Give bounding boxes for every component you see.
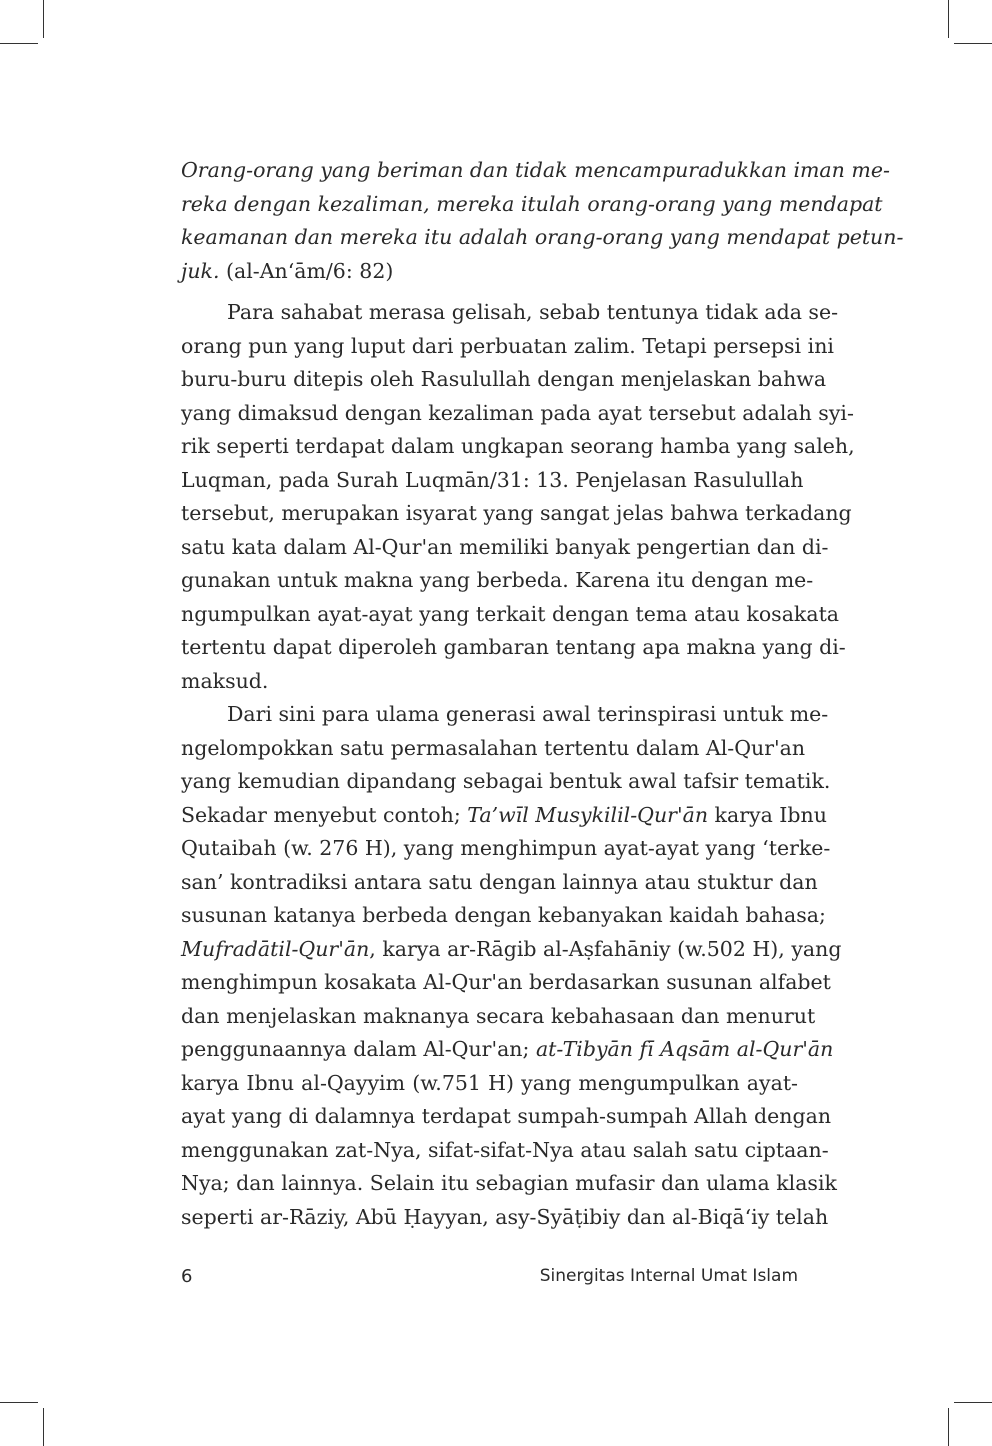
quote-line: keamanan dan mereka itu adalah orang-orang yang mendapat petun- xyxy=(181,225,904,249)
paragraph-line: tertentu dapat diperoleh gambaran tentang apa makna yang di- xyxy=(181,635,846,659)
paragraph-line: buru-buru ditepis oleh Rasulullah dengan menjelaskan bahwa xyxy=(181,367,827,391)
paragraph-line: ngumpulkan ayat-ayat yang terkait dengan tema atau kosakata xyxy=(181,601,840,626)
paragraph-line: dan menjelaskan maknanya secara kebahasaan dan menurut xyxy=(181,1003,816,1028)
paragraph-line: Nya; dan lainnya. Selain itu sebagian mufasir dan ulama klasik xyxy=(181,1171,837,1195)
paragraph-line: orang pun yang luput dari perbuatan zalim. Tetapi persepsi ini xyxy=(181,333,834,358)
paragraph-line: seperti ar-Rāziy, Abū Ḥayyan, asy-Syāṭibiy dan al-Biqā‘iy telah xyxy=(181,1204,829,1229)
crop-mark-bottom-left-horizontal xyxy=(0,1402,38,1403)
book-title-italic: Ta’wīl Musykilil-Qur'ān xyxy=(467,802,709,827)
crop-mark-top-right-vertical xyxy=(948,0,949,38)
quote-reference: (al-An‘ām/6: 82) xyxy=(219,258,394,283)
paragraph-line xyxy=(181,1033,834,1067)
paragraph-line: yang dimaksud dengan kezaliman pada ayat tersebut adalah syi- xyxy=(181,400,854,425)
crop-mark-bottom-right-vertical xyxy=(948,1408,949,1446)
paragraph-line xyxy=(181,799,827,833)
paragraph-line: menghimpun kosakata Al-Qur'an berdasarkan susunan alfabet xyxy=(181,970,831,994)
paragraph-line: ayat yang di dalamnya terdapat sumpah-sumpah Allah dengan xyxy=(181,1104,832,1128)
paragraph-line: Luqman, pada Surah Luqmān/31: 13. Penjelasan Rasulullah xyxy=(181,467,804,492)
text-segment: Sekadar menyebut contoh; xyxy=(181,802,468,827)
paragraph-line: satu kata dalam Al-Qur'an memiliki banyak pengertian dan di- xyxy=(181,534,829,559)
paragraph-line: karya Ibnu al-Qayyim (w.751 H) yang mengumpulkan ayat- xyxy=(181,1070,798,1095)
crop-mark-top-left-vertical xyxy=(43,0,44,38)
quote-line: Orang-orang yang beriman dan tidak mencampuradukkan iman me- xyxy=(181,158,890,182)
paragraph-line: Dari sini para ulama generasi awal terinspirasi untuk me- xyxy=(227,702,829,726)
book-title-italic: at-Tibyān fī Aqsām al-Qur'ān xyxy=(535,1037,834,1061)
paragraph-line: yang kemudian dipandang sebagai bentuk awal tafsir tematik. xyxy=(181,769,831,793)
quote-line: reka dengan kezaliman, mereka itulah orang-orang yang mendapat xyxy=(181,191,883,216)
paragraph-line: Para sahabat merasa gelisah, sebab tentunya tidak ada se- xyxy=(227,300,839,324)
paragraph-line: maksud. xyxy=(181,668,269,693)
crop-mark-bottom-left-vertical xyxy=(43,1408,44,1446)
body-text xyxy=(181,154,904,1234)
paragraph-line xyxy=(181,933,842,967)
paragraph-line: menggunakan zat-Nya, sifat-sifat-Nya atau salah satu ciptaan- xyxy=(181,1137,829,1162)
quran-translation-quote xyxy=(181,154,904,288)
quote-last-italic: juk. xyxy=(181,258,220,283)
paragraph-line: san’ kontradiksi antara satu dengan lainnya atau stuktur dan xyxy=(181,869,818,894)
paragraph-line: ngelompokkan satu permasalahan tertentu dalam Al-Qur'an xyxy=(181,735,806,760)
paragraph-line: susunan katanya berbeda dengan kebanyakan kaidah bahasa; xyxy=(181,903,826,927)
paragraph-line: gunakan untuk makna yang berbeda. Karena itu dengan me- xyxy=(181,568,814,592)
crop-mark-bottom-right-horizontal xyxy=(954,1402,992,1403)
crop-mark-top-left-horizontal xyxy=(0,43,38,44)
quote-line xyxy=(181,255,798,289)
running-title: Sinergitas Internal Umat Islam xyxy=(539,1266,798,1286)
paragraph-2 xyxy=(181,698,842,1234)
paragraph-1 xyxy=(181,296,855,698)
paragraph-line: rik seperti terdapat dalam ungkapan seorang hamba yang saleh, xyxy=(181,434,855,458)
paragraph-line: Qutaibah (w. 276 H), yang menghimpun ayat-ayat yang ‘terke- xyxy=(181,836,831,860)
paragraph-line: tersebut, merupakan isyarat yang sangat jelas bahwa terkadang xyxy=(181,501,852,525)
page-number: 6 xyxy=(181,1266,193,1287)
text-segment: penggunaannya dalam Al-Qur'an; xyxy=(181,1037,536,1061)
crop-mark-top-right-horizontal xyxy=(954,43,992,44)
book-title-italic: Mufradātil-Qur'ān xyxy=(181,936,370,961)
text-segment: karya Ibnu xyxy=(708,802,827,827)
text-segment: , karya ar-Rāgib al-Aṣfahāniy (w.502 H), yang xyxy=(369,936,842,961)
